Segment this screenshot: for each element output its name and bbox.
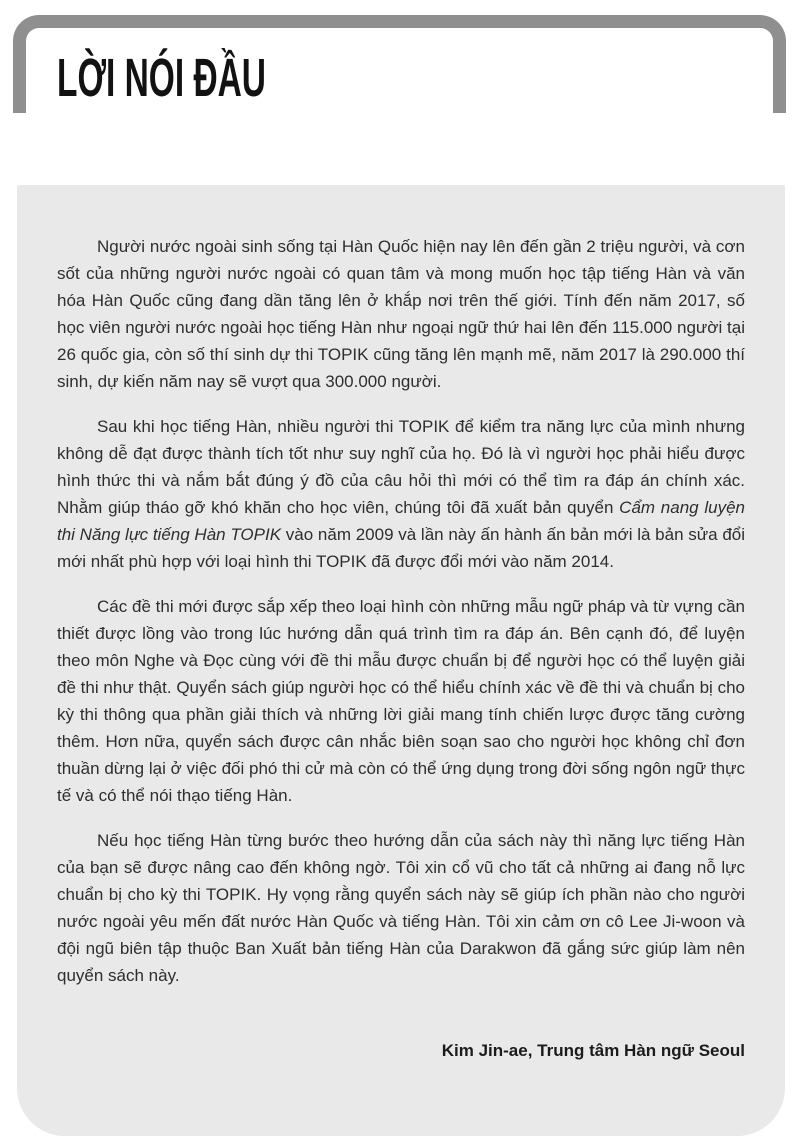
paragraph-2-text-before: Sau khi học tiếng Hàn, nhiều người thi TOPIK để kiểm tra năng lực của mình nhưng không dễ đạt được thành tích tốt như suy nghĩ của họ. Đó là vì người học phải hiểu được hình thức thi và nắm bắt đúng ý đồ của câu hỏi thì mới có thể tìm ra đáp án chính xác. Nhằm giúp tháo gỡ khó khăn cho học viên, chúng tôi đã xuất bản quyển xyxy=(57,417,745,517)
page-title xyxy=(57,50,394,106)
paragraph-2 xyxy=(57,413,745,575)
paragraph-1: Người nước ngoài sinh sống tại Hàn Quốc hiện nay lên đến gần 2 triệu người, và cơn sốt của những người nước ngoài có quan tâm và mong muốn học tập tiếng Hàn và văn hóa Hàn Quốc cũng đang dần tăng lên ở khắp nơi trên thế giới. Tính đến năm 2017, số học viên người nước ngoài học tiếng Hàn như ngoại ngữ thứ hai lên đến 115.000 người tại 26 quốc gia, còn số thí sinh dự thi TOPIK cũng tăng lên mạnh mẽ, năm 2017 là 290.000 thí sinh, dự kiến năm nay sẽ vượt qua 300.000 người. xyxy=(57,237,745,391)
page-title-text: LỜI NÓI ĐẦU xyxy=(57,48,266,108)
paragraph-2-text-after: vào năm 2009 và lần này ấn hành ấn bản mới là bản sửa đổi mới nhất phù hợp với loại hình thi TOPIK đã được đổi mới vào năm 2014. xyxy=(57,525,746,571)
book-title-italic: Cẩm nang luyện thi Năng lực tiếng Hàn TOPIK xyxy=(57,498,745,544)
preface-text-block xyxy=(17,185,785,1064)
content-panel xyxy=(17,185,785,1136)
paragraph-3: Các đề thi mới được sắp xếp theo loại hình còn những mẫu ngữ pháp và từ vựng cần thiết được lồng vào trong lúc hướng dẫn quá trình tìm ra đáp án. Bên cạnh đó, để luyện theo môn Nghe và Đọc cùng với đề thi mẫu được chuẩn bị để người học có thể luyện giải đề thi như thật. Quyển sách giúp người học có thể hiểu chính xác về đề thi và chuẩn bị cho kỳ thi thông qua phần giải thích và những lời giải mang tính chiến lược được tăng cường thêm. Hơn nữa, quyển sách được cân nhắc biên soạn sao cho người học không chỉ đơn thuần dừng lại ở việc đối phó thi cử mà còn có thể ứng dụng trong đời sống ngôn ngữ thực tế và có thể nói thạo tiếng Hàn. xyxy=(57,597,745,805)
paragraph-4: Nếu học tiếng Hàn từng bước theo hướng dẫn của sách này thì năng lực tiếng Hàn của bạn sẽ được nâng cao đến không ngờ. Tôi xin cổ vũ cho tất cả những ai đang nỗ lực chuẩn bị cho kỳ thi TOPIK. Hy vọng rằng quyển sách này sẽ giúp ích phần nào cho người nước ngoài yêu mến đất nước Hàn Quốc và tiếng Hàn. Tôi xin cảm ơn cô Lee Ji-woon và đội ngũ biên tập thuộc Ban Xuất bản tiếng Hàn của Darakwon đã gắng sức giúp làm nên quyển sách này. xyxy=(57,831,745,985)
author-signature: Kim Jin-ae, Trung tâm Hàn ngữ Seoul xyxy=(441,1041,745,1060)
